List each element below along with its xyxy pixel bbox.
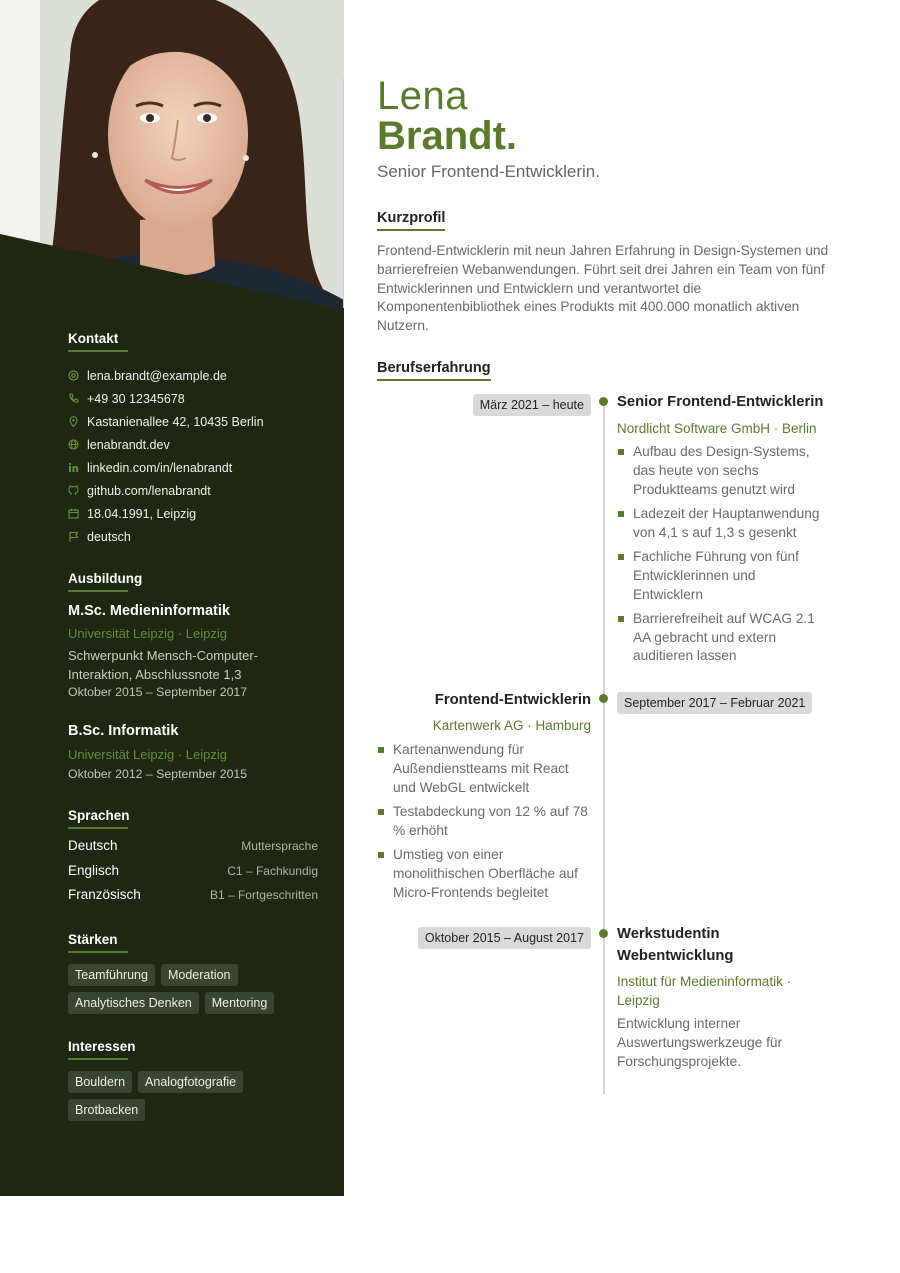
languages-heading: Sprachen xyxy=(68,808,128,829)
contact-linkedin[interactable] xyxy=(68,456,318,479)
calendar-icon xyxy=(68,508,79,519)
timeline-dot xyxy=(599,929,608,938)
job-title: Frontend-Entwicklerin xyxy=(434,692,591,708)
strength-chip: Analytisches Denken xyxy=(68,992,199,1014)
job-bullets xyxy=(617,443,829,672)
first-name: Lena xyxy=(377,74,468,118)
strength-chip: Teamführung xyxy=(68,964,155,986)
job-dates-badge: Oktober 2015 – August 2017 xyxy=(418,927,591,949)
education-heading: Ausbildung xyxy=(68,571,128,592)
job-company: Kartenwerk AG · Hamburg xyxy=(432,718,591,733)
job-title: Senior Frontend-Entwicklerin xyxy=(617,394,824,410)
timeline-dot xyxy=(599,397,608,406)
job-company: Nordlicht Software GmbH · Berlin xyxy=(617,421,817,436)
contact-email[interactable] xyxy=(68,364,318,387)
language-level: C1 – Fachkundig xyxy=(227,863,318,878)
job-company: Institut für Medieninformatik · Leipzig xyxy=(617,974,792,1008)
contact-github-text: github.com/lenabrandt xyxy=(87,483,211,498)
job-bullet: Ladezeit der Hauptanwendung von 4,1 s auf 1,3 s gesenkt xyxy=(617,505,829,543)
interests-heading: Interessen xyxy=(68,1039,128,1060)
contact-phone-text: +49 30 12345678 xyxy=(87,391,185,406)
sidebar-content xyxy=(68,330,318,1121)
job-bullet: Umstieg von einer monolithischen Oberfläche auf Micro-Frontends begleitet xyxy=(377,846,592,902)
profile-heading: Kurzprofil xyxy=(377,210,445,231)
job-bullet: Testabdeckung von 12 % auf 78 % erhöht xyxy=(377,803,592,841)
contact-nationality-text: deutsch xyxy=(87,529,131,544)
language-row xyxy=(68,863,318,888)
education-item xyxy=(68,603,318,699)
education-institution: Universität Leipzig · Leipzig xyxy=(68,626,227,641)
linkedin-icon xyxy=(68,462,79,473)
contact-address-text: Kastanienallee 42, 10435 Berlin xyxy=(87,414,264,429)
job-bullet: Fachliche Führung von fünf Entwicklerinnen und Entwicklern xyxy=(617,548,829,604)
language-name: Französisch xyxy=(68,887,141,902)
strengths-heading: Stärken xyxy=(68,932,128,953)
contact-heading: Kontakt xyxy=(68,331,128,352)
contact-nationality xyxy=(68,525,318,548)
contact-birth-text: 18.04.1991, Leipzig xyxy=(87,506,197,521)
education-dates: Oktober 2015 – September 2017 xyxy=(68,685,248,699)
job-subtitle: Senior Frontend-Entwicklerin. xyxy=(377,162,600,181)
education-dates: Oktober 2012 – September 2015 xyxy=(68,767,248,781)
location-pin-icon xyxy=(68,416,79,427)
job-bullets xyxy=(377,741,592,908)
language-row xyxy=(68,887,318,912)
phone-icon xyxy=(68,393,79,404)
contact-github[interactable] xyxy=(68,479,318,502)
last-name: Brandt. xyxy=(377,114,517,158)
interest-chip: Brotbacken xyxy=(68,1099,145,1121)
contact-birth xyxy=(68,502,318,525)
flag-icon xyxy=(68,531,79,542)
profile-text: Frontend-Entwicklerin mit neun Jahren Erfahrung in Design-Systemen und barrierefreien Webanwendungen. Führt seit drei Jahren ein Team von fünf Entwicklerinnen und Entwicklern und verantwortet die Komponentenbibliothek eines Produkts mit 400.000 monatlich aktiven Nutzern. xyxy=(377,243,829,334)
contact-email-text: lena.brandt@example.de xyxy=(87,368,227,383)
language-name: Deutsch xyxy=(68,838,118,853)
interest-chip: Bouldern xyxy=(68,1071,132,1093)
language-row xyxy=(68,838,318,863)
contact-linkedin-text: linkedin.com/in/lenabrandt xyxy=(87,460,233,475)
job-dates-badge: September 2017 – Februar 2021 xyxy=(617,692,812,714)
interest-chip: Analogfotografie xyxy=(138,1071,243,1093)
globe-icon xyxy=(68,439,79,450)
contact-website-text: lenabrandt.dev xyxy=(87,437,170,452)
sidebar xyxy=(0,0,344,1196)
contact-website[interactable] xyxy=(68,433,318,456)
job-bullet: Barrierefreiheit auf WCAG 2.1 AA gebracht und extern auditieren lassen xyxy=(617,610,829,666)
education-degree: B.Sc. Informatik xyxy=(68,723,179,739)
experience-heading: Berufserfahrung xyxy=(377,360,491,381)
contact-phone[interactable] xyxy=(68,387,318,410)
language-level: Muttersprache xyxy=(241,839,318,853)
job-bullet: Kartenanwendung für Außendienstteams mit React und WebGL entwickelt xyxy=(377,741,592,797)
strengths-chips xyxy=(68,964,318,1014)
education-description: Schwerpunkt Mensch-Computer-Interaktion, Abschlussnote 1,3 xyxy=(68,648,259,682)
sidebar-edge-line xyxy=(343,78,344,308)
language-level: B1 – Fortgeschritten xyxy=(209,888,318,902)
timeline-line xyxy=(603,400,605,1094)
interests-chips xyxy=(68,1071,318,1121)
timeline-dot xyxy=(599,694,608,703)
language-name: Englisch xyxy=(68,862,120,878)
job-description: Entwicklung interner Auswertungswerkzeuge für Forschungsprojekte. xyxy=(617,1016,783,1069)
education-item xyxy=(68,723,318,781)
diagonal-divider xyxy=(0,0,344,320)
strength-chip: Moderation xyxy=(161,964,238,986)
job-dates-badge: März 2021 – heute xyxy=(473,394,591,416)
at-icon xyxy=(68,370,79,381)
job-title: Werkstudentin Webentwicklung xyxy=(617,926,734,964)
job-bullet: Aufbau des Design-Systems, das heute von sechs Produktteams genutzt wird xyxy=(617,443,829,499)
contact-list xyxy=(68,364,318,548)
education-institution: Universität Leipzig · Leipzig xyxy=(68,747,227,762)
github-icon xyxy=(68,485,79,496)
languages-list xyxy=(68,838,318,912)
strength-chip: Mentoring xyxy=(205,992,275,1014)
education-degree: M.Sc. Medieninformatik xyxy=(68,603,230,619)
contact-address xyxy=(68,410,318,433)
